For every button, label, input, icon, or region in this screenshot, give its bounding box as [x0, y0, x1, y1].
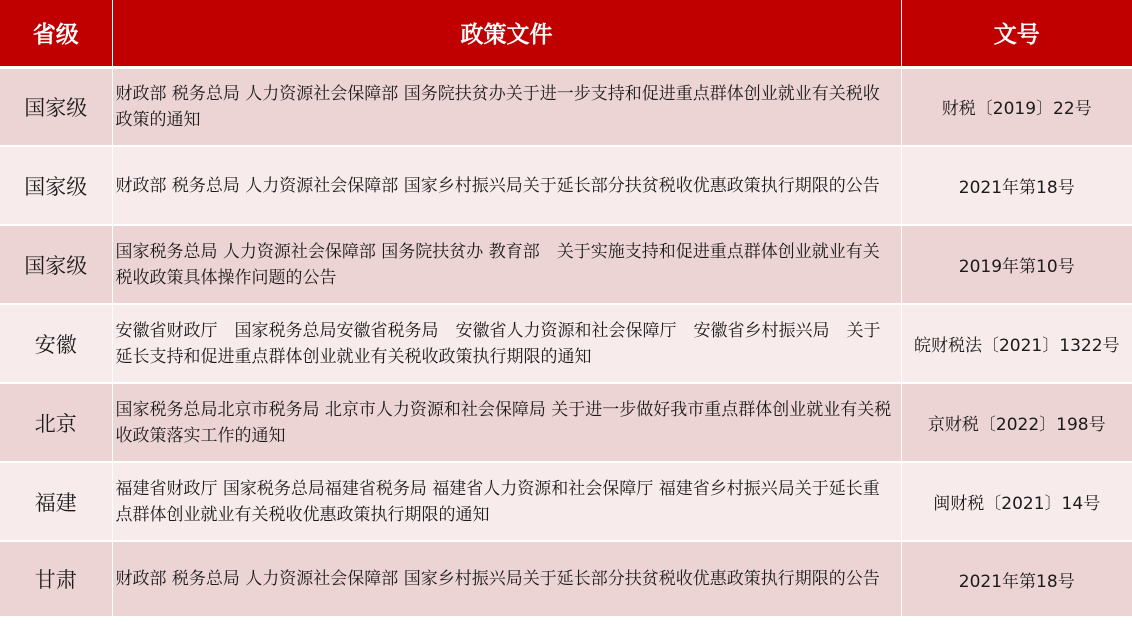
- cell-number: 京财税〔2022〕198号: [901, 383, 1132, 462]
- cell-policy: 福建省财政厅 国家税务总局福建省税务局 福建省人力资源和社会保障厅 福建省乡村振兴局关于延长重点群体创业就业有关税收优惠政策执行期限的通知: [112, 462, 901, 541]
- cell-policy: 财政部 税务总局 人力资源社会保障部 国家乡村振兴局关于延长部分扶贫税收优惠政策执行期限的公告: [112, 146, 901, 225]
- table-row: [0, 146, 1132, 225]
- table-row: [0, 541, 1132, 617]
- cell-province: 国家级: [0, 225, 112, 304]
- table-row: [0, 304, 1132, 383]
- cell-province: 国家级: [0, 146, 112, 225]
- header-number: 文号: [901, 0, 1132, 67]
- cell-number: 2019年第10号: [901, 225, 1132, 304]
- table-row: [0, 462, 1132, 541]
- table-row: [0, 225, 1132, 304]
- cell-number: 2021年第18号: [901, 146, 1132, 225]
- cell-number: 财税〔2019〕22号: [901, 67, 1132, 146]
- cell-province: 福建: [0, 462, 112, 541]
- cell-policy: 国家税务总局 人力资源社会保障部 国务院扶贫办 教育部 关于实施支持和促进重点群体创业就业有关税收政策具体操作问题的公告: [112, 225, 901, 304]
- cell-province: 甘肃: [0, 541, 112, 617]
- cell-policy: 国家税务总局北京市税务局 北京市人力资源和社会保障局 关于进一步做好我市重点群体创业就业有关税收政策落实工作的通知: [112, 383, 901, 462]
- cell-policy: 安徽省财政厅 国家税务总局安徽省税务局 安徽省人力资源和社会保障厅 安徽省乡村振兴局 关于延长支持和促进重点群体创业就业有关税收政策执行期限的通知: [112, 304, 901, 383]
- cell-policy: 财政部 税务总局 人力资源社会保障部 国务院扶贫办关于进一步支持和促进重点群体创业就业有关税收政策的通知: [112, 67, 901, 146]
- cell-number: 闽财税〔2021〕14号: [901, 462, 1132, 541]
- header-policy: 政策文件: [112, 0, 901, 67]
- cell-number: 2021年第18号: [901, 541, 1132, 617]
- header-province: 省级: [0, 0, 112, 67]
- cell-province: 国家级: [0, 67, 112, 146]
- table-row: [0, 383, 1132, 462]
- cell-province: 北京: [0, 383, 112, 462]
- table-header-row: [0, 0, 1132, 67]
- cell-number: 皖财税法〔2021〕1322号: [901, 304, 1132, 383]
- cell-policy: 财政部 税务总局 人力资源社会保障部 国家乡村振兴局关于延长部分扶贫税收优惠政策执行期限的公告: [112, 541, 901, 617]
- table-row: [0, 67, 1132, 146]
- cell-province: 安徽: [0, 304, 112, 383]
